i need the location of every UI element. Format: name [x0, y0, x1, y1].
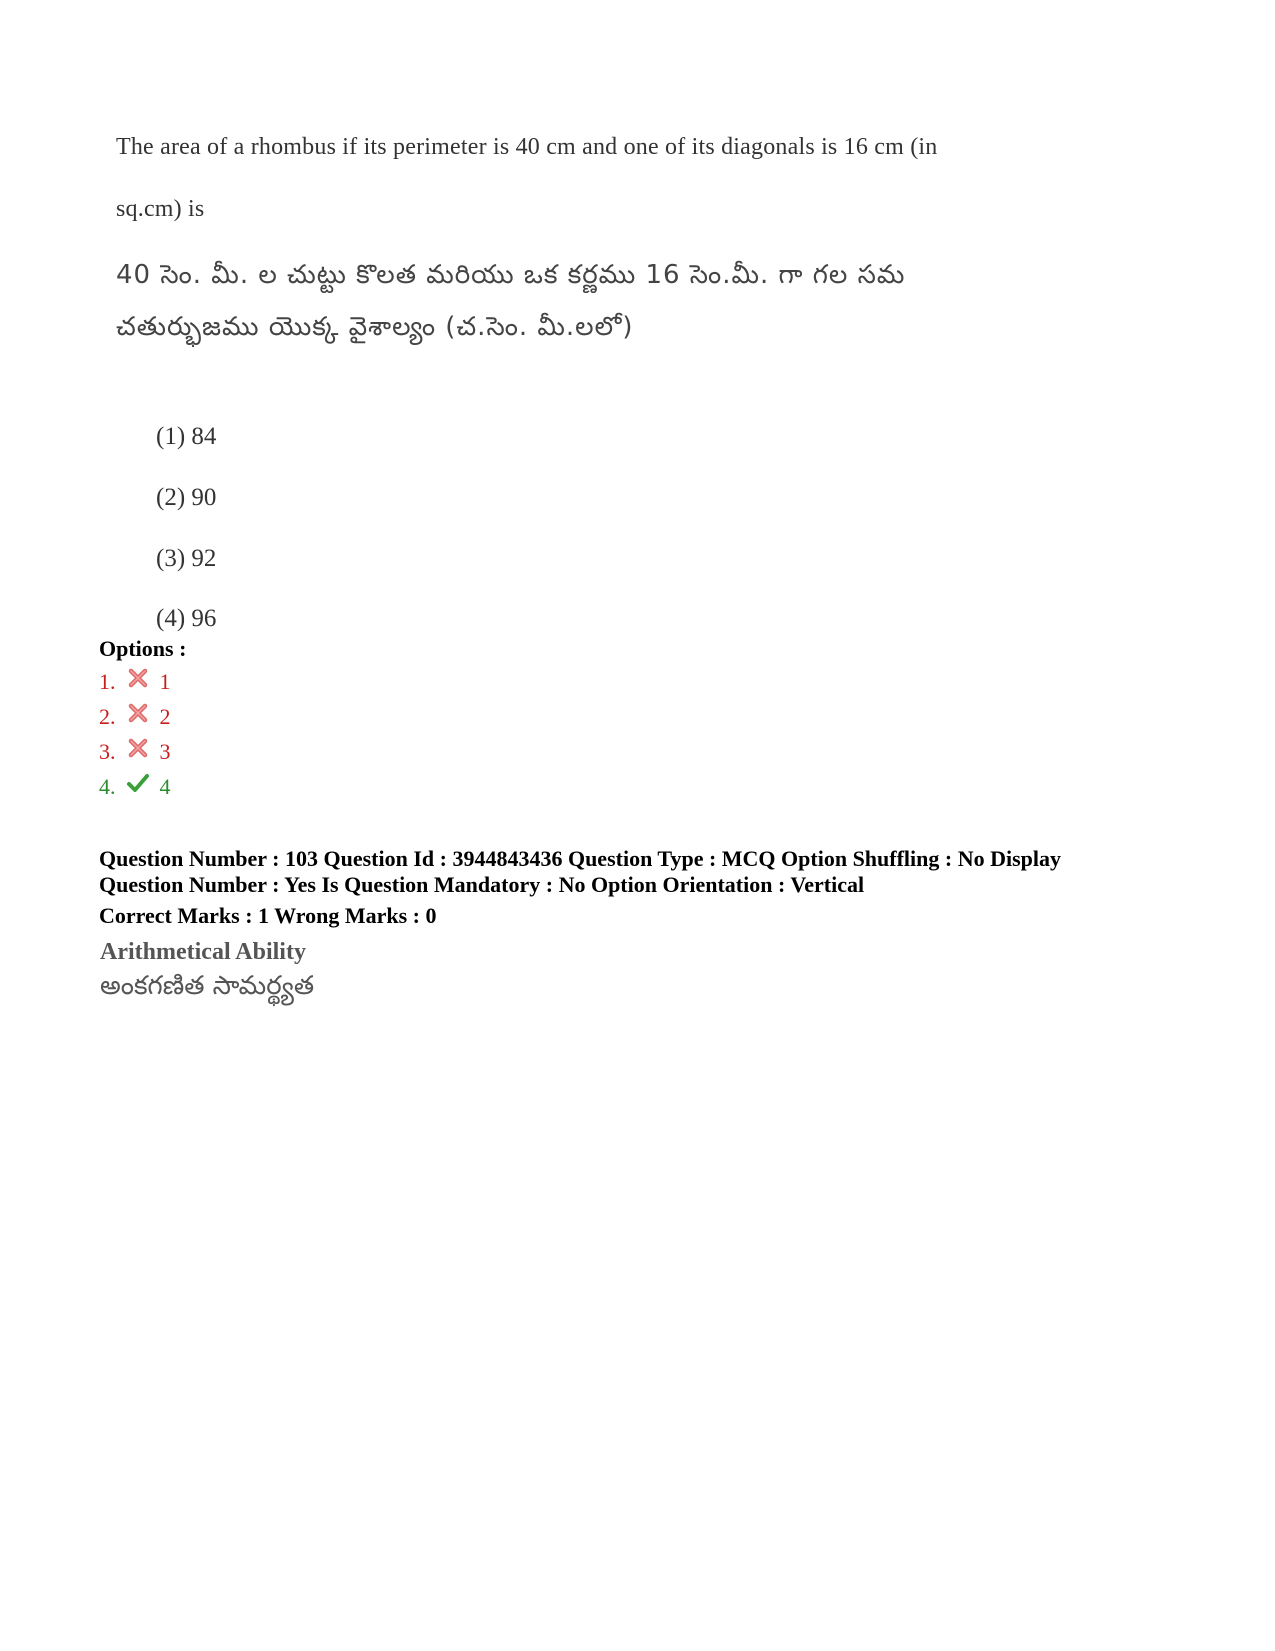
option-value: 3: [159, 739, 171, 764]
answer-choice-3: (3) 92: [156, 545, 217, 572]
answer-choice-2: (2) 90: [156, 484, 217, 511]
answer-choice-4: (4) 96: [156, 605, 217, 632]
question-meta-line-1: Question Number : 103 Question Id : 3944843436 Question Type : MCQ Option Shuffling : No Display: [99, 846, 1062, 871]
question-text-english-line-1: The area of a rhombus if its perimeter is 40 cm and one of its diagonals is 16 cm (in: [116, 134, 938, 160]
section-title-telugu: అంకగణిత సామర్థ్యత: [100, 971, 315, 1001]
question-meta-line-2: Question Number : Yes Is Question Mandatory : No Option Orientation : Vertical: [99, 872, 865, 897]
option-row-1: [99, 669, 171, 695]
cross-icon: [126, 737, 150, 759]
option-row-3: [99, 739, 171, 765]
question-text-english-line-2: sq.cm) is: [116, 196, 205, 222]
option-number: 3.: [99, 739, 116, 764]
question-text-telugu-line-1: 40 సెం. మీ. ల చుట్టు కొలత మరియు ఒక కర్ణము 16 సెం.మీ. గా గల సమ: [116, 260, 906, 290]
question-text-telugu-line-2: చతుర్భుజము యొక్క వైశాల్యం (చ.సెం. మీ.లలో): [116, 312, 634, 342]
option-number: 4.: [99, 774, 116, 799]
option-number: 2.: [99, 704, 116, 729]
option-number: 1.: [99, 669, 116, 694]
options-heading: Options :: [99, 636, 187, 661]
cross-icon: [126, 667, 150, 689]
option-row-2: [99, 704, 171, 730]
option-row-4: [99, 774, 171, 800]
option-value: 4: [159, 774, 171, 799]
marks-info: Correct Marks : 1 Wrong Marks : 0: [99, 903, 437, 928]
check-icon: [126, 772, 150, 794]
cross-icon: [126, 702, 150, 724]
option-value: 1: [159, 669, 171, 694]
answer-choice-1: (1) 84: [156, 423, 217, 450]
section-title-english: Arithmetical Ability: [100, 939, 306, 965]
option-value: 2: [159, 704, 171, 729]
